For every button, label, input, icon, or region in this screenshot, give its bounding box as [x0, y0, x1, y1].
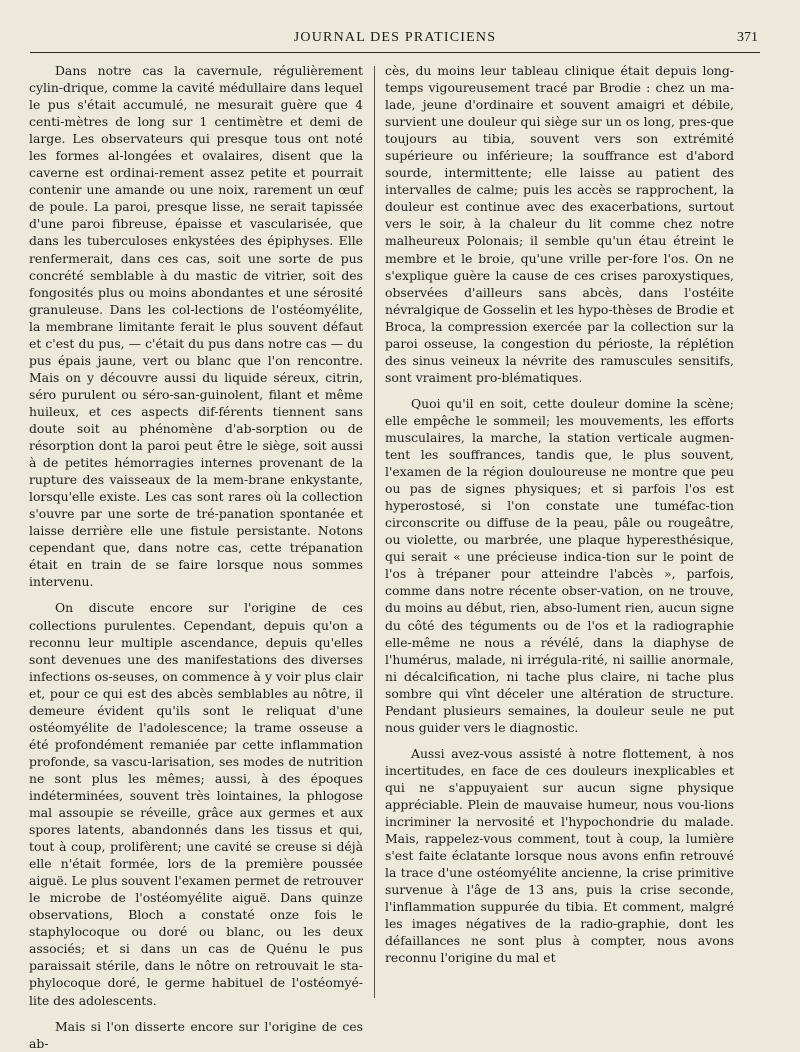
paragraph: On discute encore sur l'origine de ces collections purulentes. Cependant, depuis qu'on a reconnu leur multiple ascendance, depuis qu'elles sont devenues une des manifestations des diverses infections os-seuses, on commence à y voir plus clair et, pour ce qui est des abcès semblables au nôtre, il demeure évident qu'ils sont le reliquat d'une ostéomyélite de l'adolescence; la trame osseuse a été profondément remaniée par cette inflammation profonde, sa vascu-larisation, ses modes de nutrition ne sont plus les mêmes; aussi, à des époques indéterminées, souvent très lointaines, la phlogose mal assoupie se réveille, grâce aux germes et aux spores latents, abandonnés dans les tissus et qui, tout à coup, prolifèrent; une cavité se creuse si déjà elle n'était formée, lors de la première poussée aiguë. Le plus souvent l'examen permet de retrouver le microbe de l'ostéomyélite aiguë. Dans quinze observations, Bloch a constaté onze fois le staphylocoque ou doré ou blanc, ou les deux associés; et si dans un cas de Quénu le pus paraissait stérile, dans le nôtre on retrouvait le sta-phylocoque doré, le germe habituel de l'ostéomyé-lite des adolescents.	[29, 600, 363, 1008]
paragraph: Dans notre cas la cavernule, régulièrement cylin-drique, comme la cavité médullaire dans lequel le pus s'était accumulé, ne mesurait guère que 4 centi-mètres de long sur 1 centimètre et demi de large. Les observateurs qui presque tous ont noté les formes al-longées et ovalaires, disent que la caverne est ordinai-rement assez petite et pourrait contenir une amande ou une noix, rarement un œuf de poule. La paroi, presque lisse, ne serait tapissée d'une paroi fibreuse, épaisse et vascularisée, que dans les tuberculoses enkystées des épiphyses. Elle renfermerait, dans ces cas, soit une sorte de pus concrété semblable à du mastic de vitrier, soit des fongosités plus ou moins abondantes et une sérosité granuleuse. Dans les col-lections de l'ostéomyélite, la membrane limitante ferait le plus souvent défaut et c'est du pus, — c'était du pus dans notre cas — du pus épais jaune, vert ou blanc que l'on rencontre. Mais on y découvre aussi du liquide séreux, citrin, séro purulent ou séro-san-guinolent, filant et même huileux, et ces aspects dif-férents tiennent sans doute soit au phénomène d'ab-sorption ou de résorption dont la paroi peut être le siège, soit aussi à de petites hémorragies internes provenant de la rupture des vaisseaux de la mem-brane enkystante, lorsqu'elle existe. Les cas sont rares où la collection s'ouvre par une sorte de tré-panation spontanée et laisse derrière elle une fistule persistante. Notons cependant que, dans notre cas, cette trépanation était en train de se faire lorsque nous sommes intervenu.	[29, 63, 363, 590]
paragraph: Mais si l'on disserte encore sur l'origine de ces ab-	[29, 1018, 363, 1051]
page-number: 371	[737, 30, 758, 45]
paragraph: cès, du moins leur tableau clinique était depuis long-temps vigoureusement tracé par Brodie : chez un ma-lade, jeune d'ordinaire et souvent amaigri et débile, survient une douleur qui siège sur un os long, pres-que toujours au tibia, souvent vers son extrémité supérieure ou inférieure; la souffrance est d'abord sourde, intermittente; elle laisse au patient des intervalles de calme; puis les accès se rapprochent, la douleur est continue avec des exacerbations, surtout vers le soir, à la chaleur du lit comme chez notre malheureux Polonais; il semble qu'un étau étreint le membre et le broie, qu'une vrille per-fore l'os. On ne s'explique guère la cause de ces crises paroxystiques, observées d'ailleurs sans abcès, dans l'ostéite névralgique de Gosselin et les hypo-thèses de Brodie et Broca, la compression exercée par la collection sur la paroi osseuse, la congestion du périoste, la réplétion des sinus veineux la névrite des ramuscules sensitifs, sont vraiment pro-blématiques.	[385, 63, 734, 385]
left-column	[29, 62, 363, 1051]
paragraph: Aussi avez-vous assisté à notre flottement, à nos incertitudes, en face de ces douleurs inexplicables et qui ne s'appuyaient sur aucun signe physique appréciable. Plein de mauvaise humeur, nous vou-lions incriminer la nervosité et l'hypochondrie du malade. Mais, rappelez-vous comment, tout à coup, la lumière s'est faite éclatante lorsque nous avons enfin retrouvé la trace d'une ostéomyélite ancienne, la crise primitive survenue à l'âge de 13 ans, puis la crise seconde, l'inflammation suppurée du tibia. Et comment, malgré les images négatives de la radio-graphie, dont les défaillances ne sont plus à compter, nous avons reconnu l'origine du mal et	[385, 745, 734, 966]
column-rule	[374, 66, 375, 998]
right-column	[385, 62, 734, 1027]
page-header	[30, 28, 760, 53]
paragraph: Quoi qu'il en soit, cette douleur domine la scène; elle empêche le sommeil; les mouvements, les efforts musculaires, la marche, la station verticale augmen-tent les souffrances, tandis que, le plus souvent, l'examen de la région douloureuse ne montre que peu ou pas de signes physiques; et si parfois l'os est hyperostosé, si l'on constate une tuméfac-tion circonscrite ou diffuse de la peau, pâle ou rougeâtre, ou violette, ou marbrée, une plaque hyperesthésique, qui serait « une précieuse indica-tion sur le point de l'os à trépaner pour atteindre l'abcès », parfois, comme dans notre récente obser-vation, on ne trouve, du moins au début, rien, abso-lument rien, aucun signe du côté des téguments ou de l'os et la radiographie elle-même ne nous a révélé, dans la diaphyse de l'humérus, malade, ni irrégula-rité, ni saillie anormale, ni décalcification, ni tache plus claire, ni tache plus sombre qui vînt déceler une altération de structure. Pendant plusieurs semaines, la douleur seule ne put nous guider vers le diagnostic.	[385, 395, 734, 735]
running-title: JOURNAL DES PRATICIENS	[293, 30, 497, 45]
